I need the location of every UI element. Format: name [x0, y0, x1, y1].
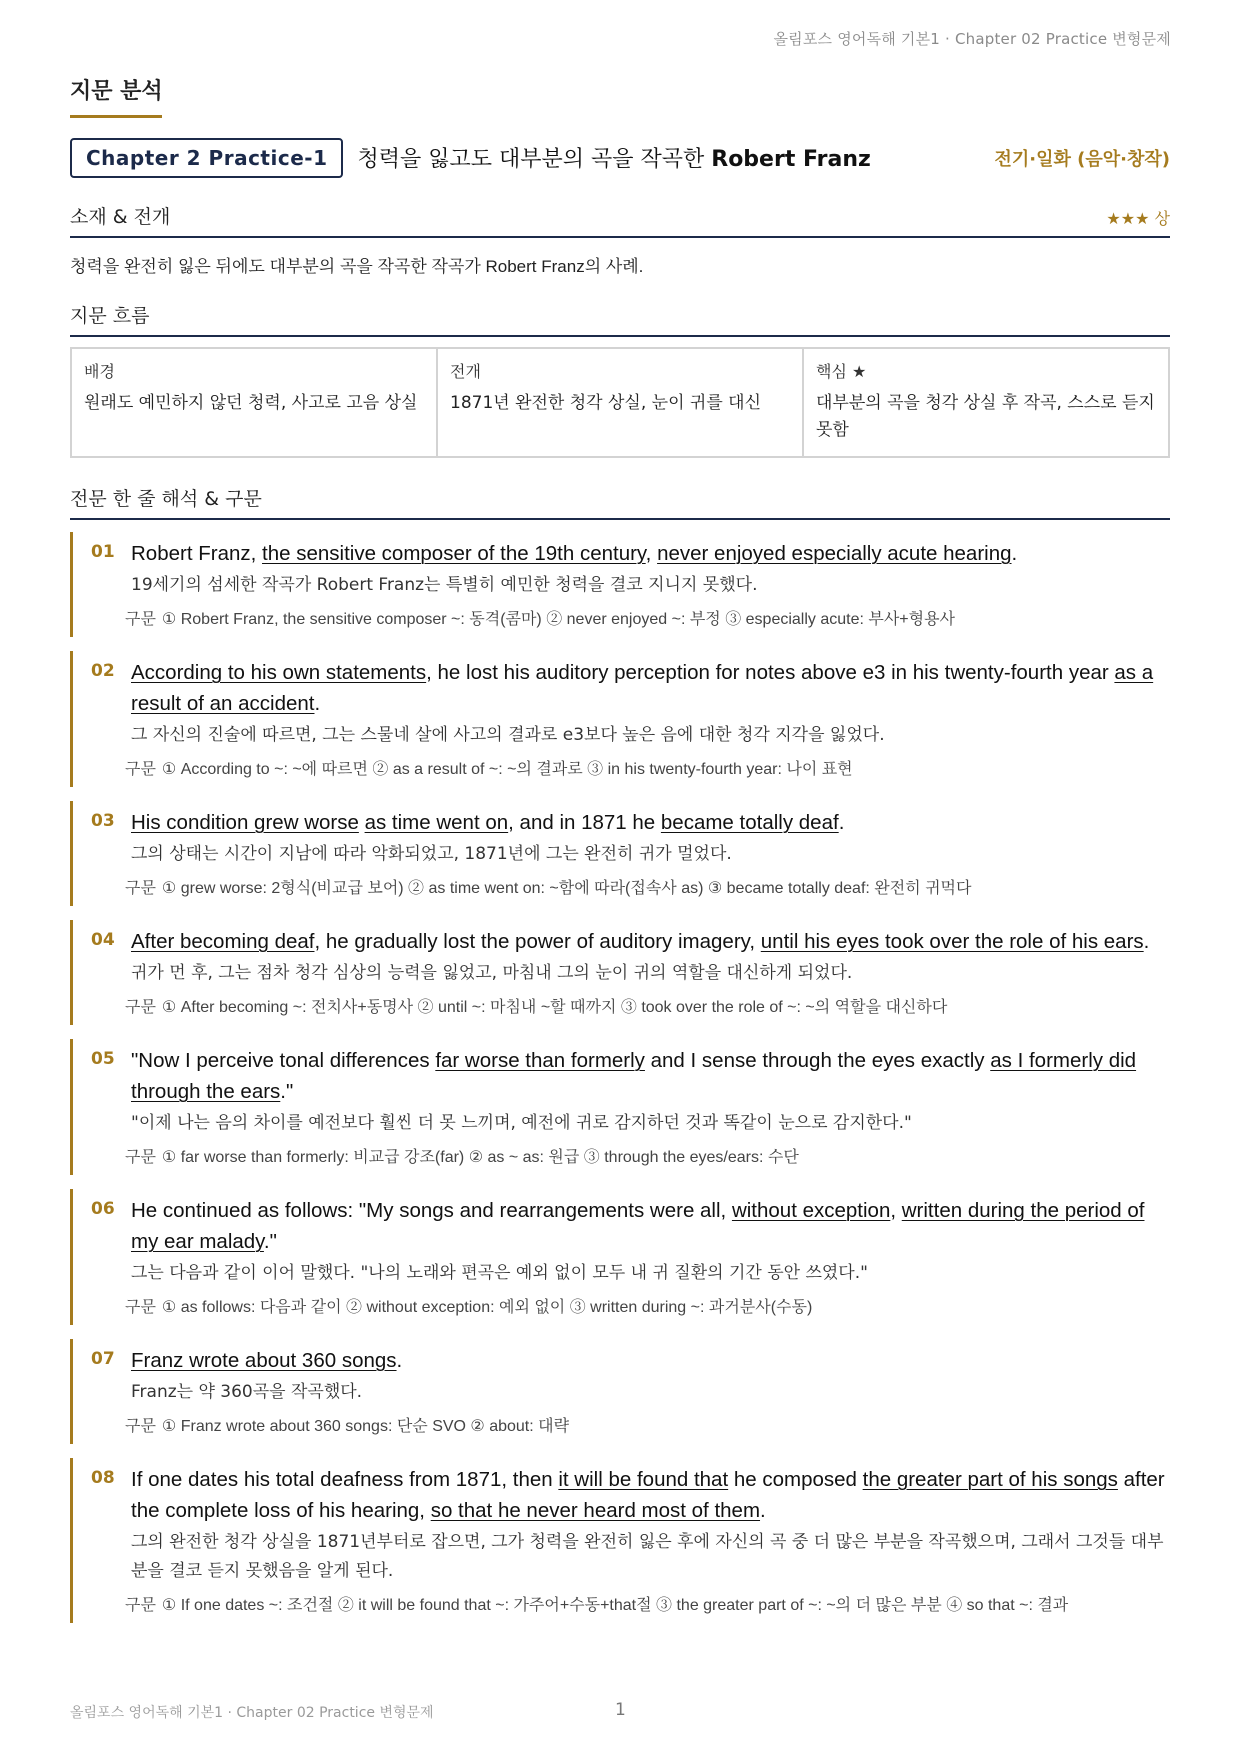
grammar-note [125, 994, 1170, 1017]
running-header: 올림포스 영어독해 기본1 · Chapter 02 Practice 변형문제 [773, 30, 1171, 48]
sentence-block [70, 1039, 1170, 1175]
flow-cell-label: 전개 [450, 361, 481, 381]
page-content [70, 78, 1170, 1637]
korean-translation: Franz는 약 360곡을 작곡했다. [131, 1381, 363, 1402]
underlined-phrase: as time went on [364, 810, 509, 834]
sentence-block [70, 920, 1170, 1025]
flow-cell-development [438, 349, 804, 456]
sentence-number: 05 [91, 1048, 115, 1069]
sentence-block [70, 1339, 1170, 1444]
flow-cell-core [804, 349, 1168, 456]
chapter-genre: 전기·일화 (음악·창작) [994, 148, 1170, 170]
grammar-label: 구문 [125, 1298, 156, 1316]
page-footer [70, 1702, 1170, 1722]
chapter-title-name: Robert Franz [711, 147, 871, 173]
grammar-note [125, 756, 1170, 779]
chapter-row [70, 136, 1170, 180]
grammar-text: ① as follows: 다음과 같이 ② without exception: 예외 없이 ③ written during ~: 과거분사(수동) [161, 1298, 813, 1316]
sentence-text: . [838, 810, 845, 834]
korean-translation: 귀가 먼 후, 그는 점차 청각 심상의 능력을 잃었고, 마침내 그의 눈이 귀의 역할을 대신하게 되었다. [131, 962, 853, 983]
sentence-text: , [645, 541, 658, 565]
sentence-block [70, 651, 1170, 787]
flow-table [70, 347, 1170, 458]
grammar-text: ① According to ~: ~에 따르면 ② as a result of ~: ~의 결과로 ③ in his twenty-fourth year: 나이 표현 [161, 760, 853, 778]
sentence-text: . [1011, 541, 1018, 565]
underlined-phrase: as a result of an accident [131, 660, 1154, 715]
underlined-phrase: the sensitive composer of the 19th century [262, 541, 646, 565]
flow-cell-label: 배경 [84, 361, 115, 381]
korean-translation: 그의 완전한 청각 상실을 1871년부터로 잡으면, 그가 청력을 완전히 잃은 후에 자신의 곡 중 더 많은 부분을 작곡했으며, 그래서 그것들 대부분을 결코 듣지 못했음을 알게 된다. [131, 1531, 1164, 1581]
analysis-section-heading [70, 484, 1170, 520]
sentence-text: and I sense through the eyes exactly [644, 1048, 991, 1072]
grammar-label: 구문 [125, 610, 156, 628]
korean-translation: 19세기의 섬세한 작곡가 Robert Franz는 특별히 예민한 청력을 결코 지니지 못했다. [131, 574, 758, 595]
sentence-text: ." [263, 1229, 277, 1253]
grammar-label: 구문 [125, 998, 156, 1016]
sentence-text: Robert Franz, [131, 541, 263, 565]
korean-translation: 그는 다음과 같이 이어 말했다. "나의 노래와 편곡은 예외 없이 모두 내 귀 질환의 기간 동안 쓰였다." [131, 1262, 868, 1283]
grammar-text: ① Franz wrote about 360 songs: 단순 SVO ② about: 대략 [161, 1417, 570, 1435]
chapter-title-korean: 청력을 잃고도 대부분의 곡을 작곡한 [357, 147, 705, 173]
grammar-note [125, 875, 1170, 898]
korean-translation: "이제 나는 음의 차이를 예전보다 훨씬 더 못 느끼며, 예전에 귀로 감지하던 것과 똑같이 눈으로 감지한다." [131, 1112, 912, 1133]
sentence-block [70, 1189, 1170, 1325]
flow-cell-background [72, 349, 438, 456]
underlined-phrase: the greater part of his songs [862, 1467, 1118, 1491]
english-sentence [131, 1345, 1170, 1376]
english-sentence [131, 807, 1170, 838]
sentence-text: , [890, 1198, 902, 1222]
title-underline [70, 115, 162, 118]
topic-section-heading [70, 202, 1170, 238]
english-sentence [131, 1195, 1170, 1257]
topic-heading: 소재 & 전개 [70, 205, 171, 228]
underlined-phrase: so that he never heard most of them [430, 1498, 761, 1522]
grammar-label: 구문 [125, 1417, 156, 1435]
grammar-text: ① Robert Franz, the sensitive composer ~: 동격(콤마) ② never enjoyed ~: 부정 ③ especially acute: 부사+형용사 [161, 610, 956, 628]
sentence-number: 06 [91, 1198, 115, 1219]
flow-cell-text: 대부분의 곡을 청각 상실 후 작곡, 스스로 듣지 못함 [816, 392, 1155, 440]
underlined-phrase: written during the period of my ear malady [131, 1198, 1145, 1253]
sentence-text: , he gradually lost the power of auditory imagery, [314, 929, 761, 953]
flow-cell-label: 핵심 ★ [816, 361, 867, 381]
underlined-phrase: According to his own statements [131, 660, 427, 684]
korean-translation: 그의 상태는 시간이 지남에 따라 악화되었고, 1871년에 그는 완전히 귀가 멀었다. [131, 843, 732, 864]
underlined-phrase: His condition grew worse [131, 810, 359, 834]
english-sentence [131, 926, 1170, 957]
chapter-title [357, 142, 870, 173]
sentence-text: after the complete loss of his hearing, [131, 1467, 1165, 1522]
sentence-number: 02 [91, 660, 115, 681]
underlined-phrase: as I formerly did through the ears [131, 1048, 1137, 1103]
underlined-phrase: became totally deaf [660, 810, 839, 834]
underlined-phrase: never enjoyed especially acute hearing [657, 541, 1012, 565]
grammar-note [125, 1592, 1170, 1615]
difficulty-rating: ★★★ 상 [1106, 208, 1170, 228]
underlined-phrase: Franz wrote about 360 songs [131, 1348, 397, 1372]
grammar-label: 구문 [125, 760, 156, 778]
grammar-note [125, 1413, 1170, 1436]
sentence-text: he composed [728, 1467, 863, 1491]
english-sentence [131, 1045, 1170, 1107]
english-sentence [131, 657, 1170, 719]
flow-cell-text: 1871년 완전한 청각 상실, 눈이 귀를 대신 [450, 392, 761, 413]
sentence-text: ." [280, 1079, 294, 1103]
sentence-number: 07 [91, 1348, 115, 1369]
grammar-text: ① After becoming ~: 전치사+동명사 ② until ~: 마침내 ~할 때까지 ③ took over the role of ~: ~의 역할을 대신하다 [161, 998, 948, 1016]
flow-cell-text: 원래도 예민하지 않던 청력, 사고로 고음 상실 [84, 392, 418, 413]
sentence-text: , he lost his auditory perception for notes above e3 in his twenty-fourth year [426, 660, 1115, 684]
grammar-note [125, 606, 1170, 629]
underlined-phrase: without exception [731, 1198, 891, 1222]
underlined-phrase: After becoming deaf [131, 929, 315, 953]
sentence-number: 04 [91, 929, 115, 950]
sentence-block [70, 801, 1170, 906]
english-sentence [131, 1464, 1170, 1526]
sentence-text: "Now I perceive tonal differences [131, 1048, 436, 1072]
grammar-label: 구문 [125, 1596, 156, 1614]
page-title: 지문 분석 [70, 79, 163, 104]
english-sentence [131, 538, 1170, 569]
sentence-number: 08 [91, 1467, 115, 1488]
sentence-number: 03 [91, 810, 115, 831]
sentence-number: 01 [91, 541, 115, 562]
page-number: 1 [615, 1700, 626, 1720]
underlined-phrase: far worse than formerly [435, 1048, 645, 1072]
flow-section-heading [70, 301, 1170, 337]
sentence-text: . [1143, 929, 1150, 953]
sentence-text: . [314, 691, 321, 715]
grammar-label: 구문 [125, 1148, 156, 1166]
sentence-text: , and in 1871 he [508, 810, 661, 834]
korean-translation: 그 자신의 진술에 따르면, 그는 스물네 살에 사고의 결과로 e3보다 높은 음에 대한 청각 지각을 잃었다. [131, 724, 885, 745]
grammar-text: ① far worse than formerly: 비교급 강조(far) ② as ~ as: 원급 ③ through the eyes/ears: 수단 [161, 1148, 799, 1166]
topic-summary: 청력을 완전히 잃은 뒤에도 대부분의 곡을 작곡한 작곡가 Robert Franz의 사례. [70, 256, 644, 276]
underlined-phrase: it will be found that [558, 1467, 729, 1491]
sentence-block [70, 1458, 1170, 1623]
grammar-note [125, 1144, 1170, 1167]
grammar-note [125, 1294, 1170, 1317]
chapter-badge: Chapter 2 Practice-1 [70, 138, 343, 178]
footer-text: 올림포스 영어독해 기본1 · Chapter 02 Practice 변형문제 [70, 1705, 434, 1721]
underlined-phrase: until his eyes took over the role of his ears [760, 929, 1144, 953]
sentence-block [70, 532, 1170, 637]
sentence-list [70, 532, 1170, 1623]
sentence-text: He continued as follows: "My songs and rearrangements were all, [131, 1198, 732, 1222]
grammar-label: 구문 [125, 879, 156, 897]
grammar-text: ① grew worse: 2형식(비교급 보어) ② as time went on: ~함에 따라(접속사 as) ③ became totally deaf: 완전히 귀먹다 [161, 879, 972, 897]
grammar-text: ① If one dates ~: 조건절 ② it will be found that ~: 가주어+수동+that절 ③ the greater part of ~: ~의 더 많은 부분 ④ so that ~: 결과 [161, 1596, 1069, 1614]
sentence-text: . [760, 1498, 766, 1522]
flow-heading: 지문 흐름 [70, 304, 150, 327]
analysis-heading: 전문 한 줄 해석 & 구문 [70, 487, 262, 510]
sentence-text: If one dates his total deafness from 1871, then [131, 1467, 559, 1491]
sentence-text: . [396, 1348, 403, 1372]
